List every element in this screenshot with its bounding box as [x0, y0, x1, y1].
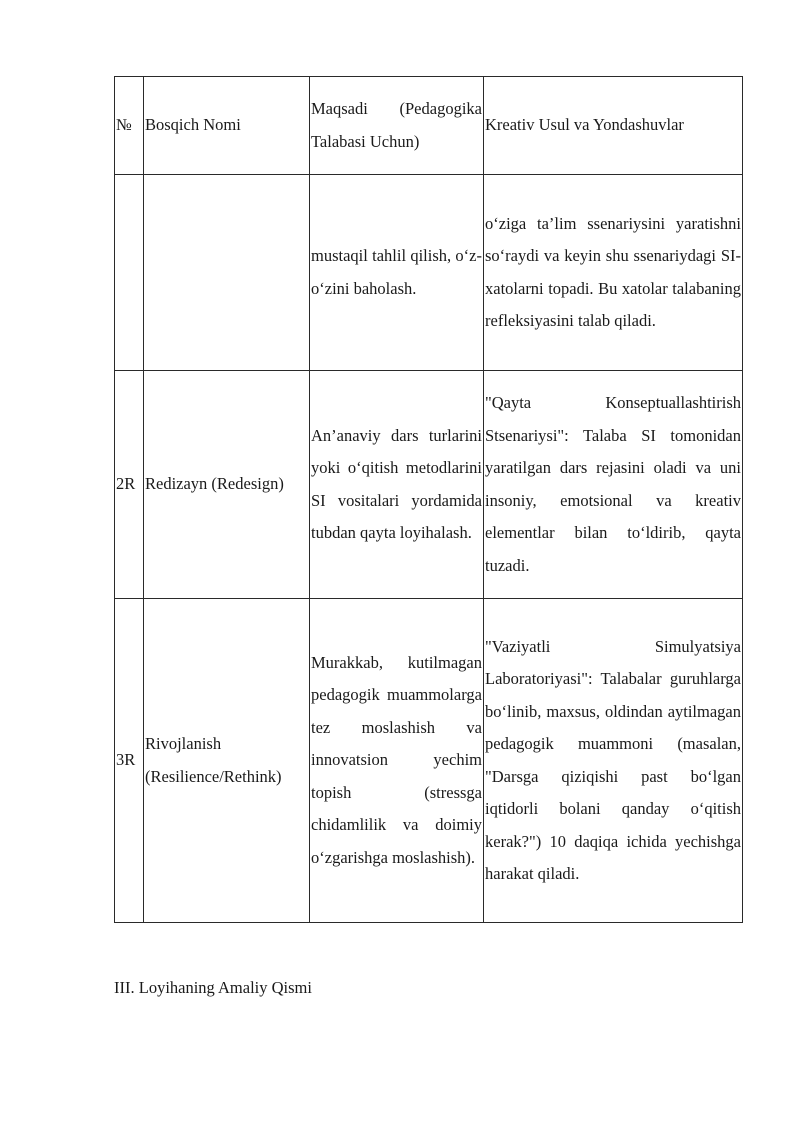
- row-number: [115, 175, 144, 371]
- stages-table: [114, 76, 743, 923]
- row-purpose: mustaqil tahlil qilish, o‘z-o‘zini baholash.: [310, 175, 484, 371]
- row-purpose: Murakkab, kutilmagan pedagogik muammolarga tez moslashish va innovatsion yechim topish (stressga chidamlilik va doimiy o‘zgarishga moslashish).: [310, 599, 484, 923]
- header-number: №: [115, 77, 144, 175]
- header-stage-name: Bosqich Nomi: [144, 77, 310, 175]
- header-methods: Kreativ Usul va Yondashuvlar: [484, 77, 743, 175]
- table-row: [115, 599, 743, 923]
- table-header-row: [115, 77, 743, 175]
- row-method: "Qayta Konseptuallashtirish Stsenariysi": Talaba SI tomonidan yaratilgan dars rejasini oladi va uni insoniy, emotsional va kreativ elementlar bilan to‘ldirib, qayta tuzadi.: [484, 371, 743, 599]
- row-purpose: An’anaviy dars turlarini yoki o‘qitish metodlarini SI vositalari yordamida tubdan qayta loyihalash.: [310, 371, 484, 599]
- row-stage-name: Rivojlanish (Resilience/Rethink): [144, 599, 310, 923]
- row-method: "Vaziyatli Simulyatsiya Laboratoriyasi": Talabalar guruhlarga bo‘linib, maxsus, oldindan aytilmagan pedagogik muammoni (masalan, "Darsga qiziqishi past bo‘lgan iqtidorli bolani qanday o‘qitish kerak?") 10 daqiqa ichida yechishga harakat qiladi.: [484, 599, 743, 923]
- row-method: o‘ziga ta’lim ssenariysini yaratishni so‘raydi va keyin shu ssenariydagi SI-xatolarni topadi. Bu xatolar talabaning refleksiyasini talab qiladi.: [484, 175, 743, 371]
- section-heading: III. Loyihaning Amaliy Qismi: [114, 978, 312, 997]
- row-number: 2R: [115, 371, 144, 599]
- row-stage-name: [144, 175, 310, 371]
- row-number: 3R: [115, 599, 144, 923]
- row-stage-name: Redizayn (Redesign): [144, 371, 310, 599]
- table-row: [115, 175, 743, 371]
- header-purpose: Maqsadi (Pedagogika Talabasi Uchun): [310, 77, 484, 175]
- table-row: [115, 371, 743, 599]
